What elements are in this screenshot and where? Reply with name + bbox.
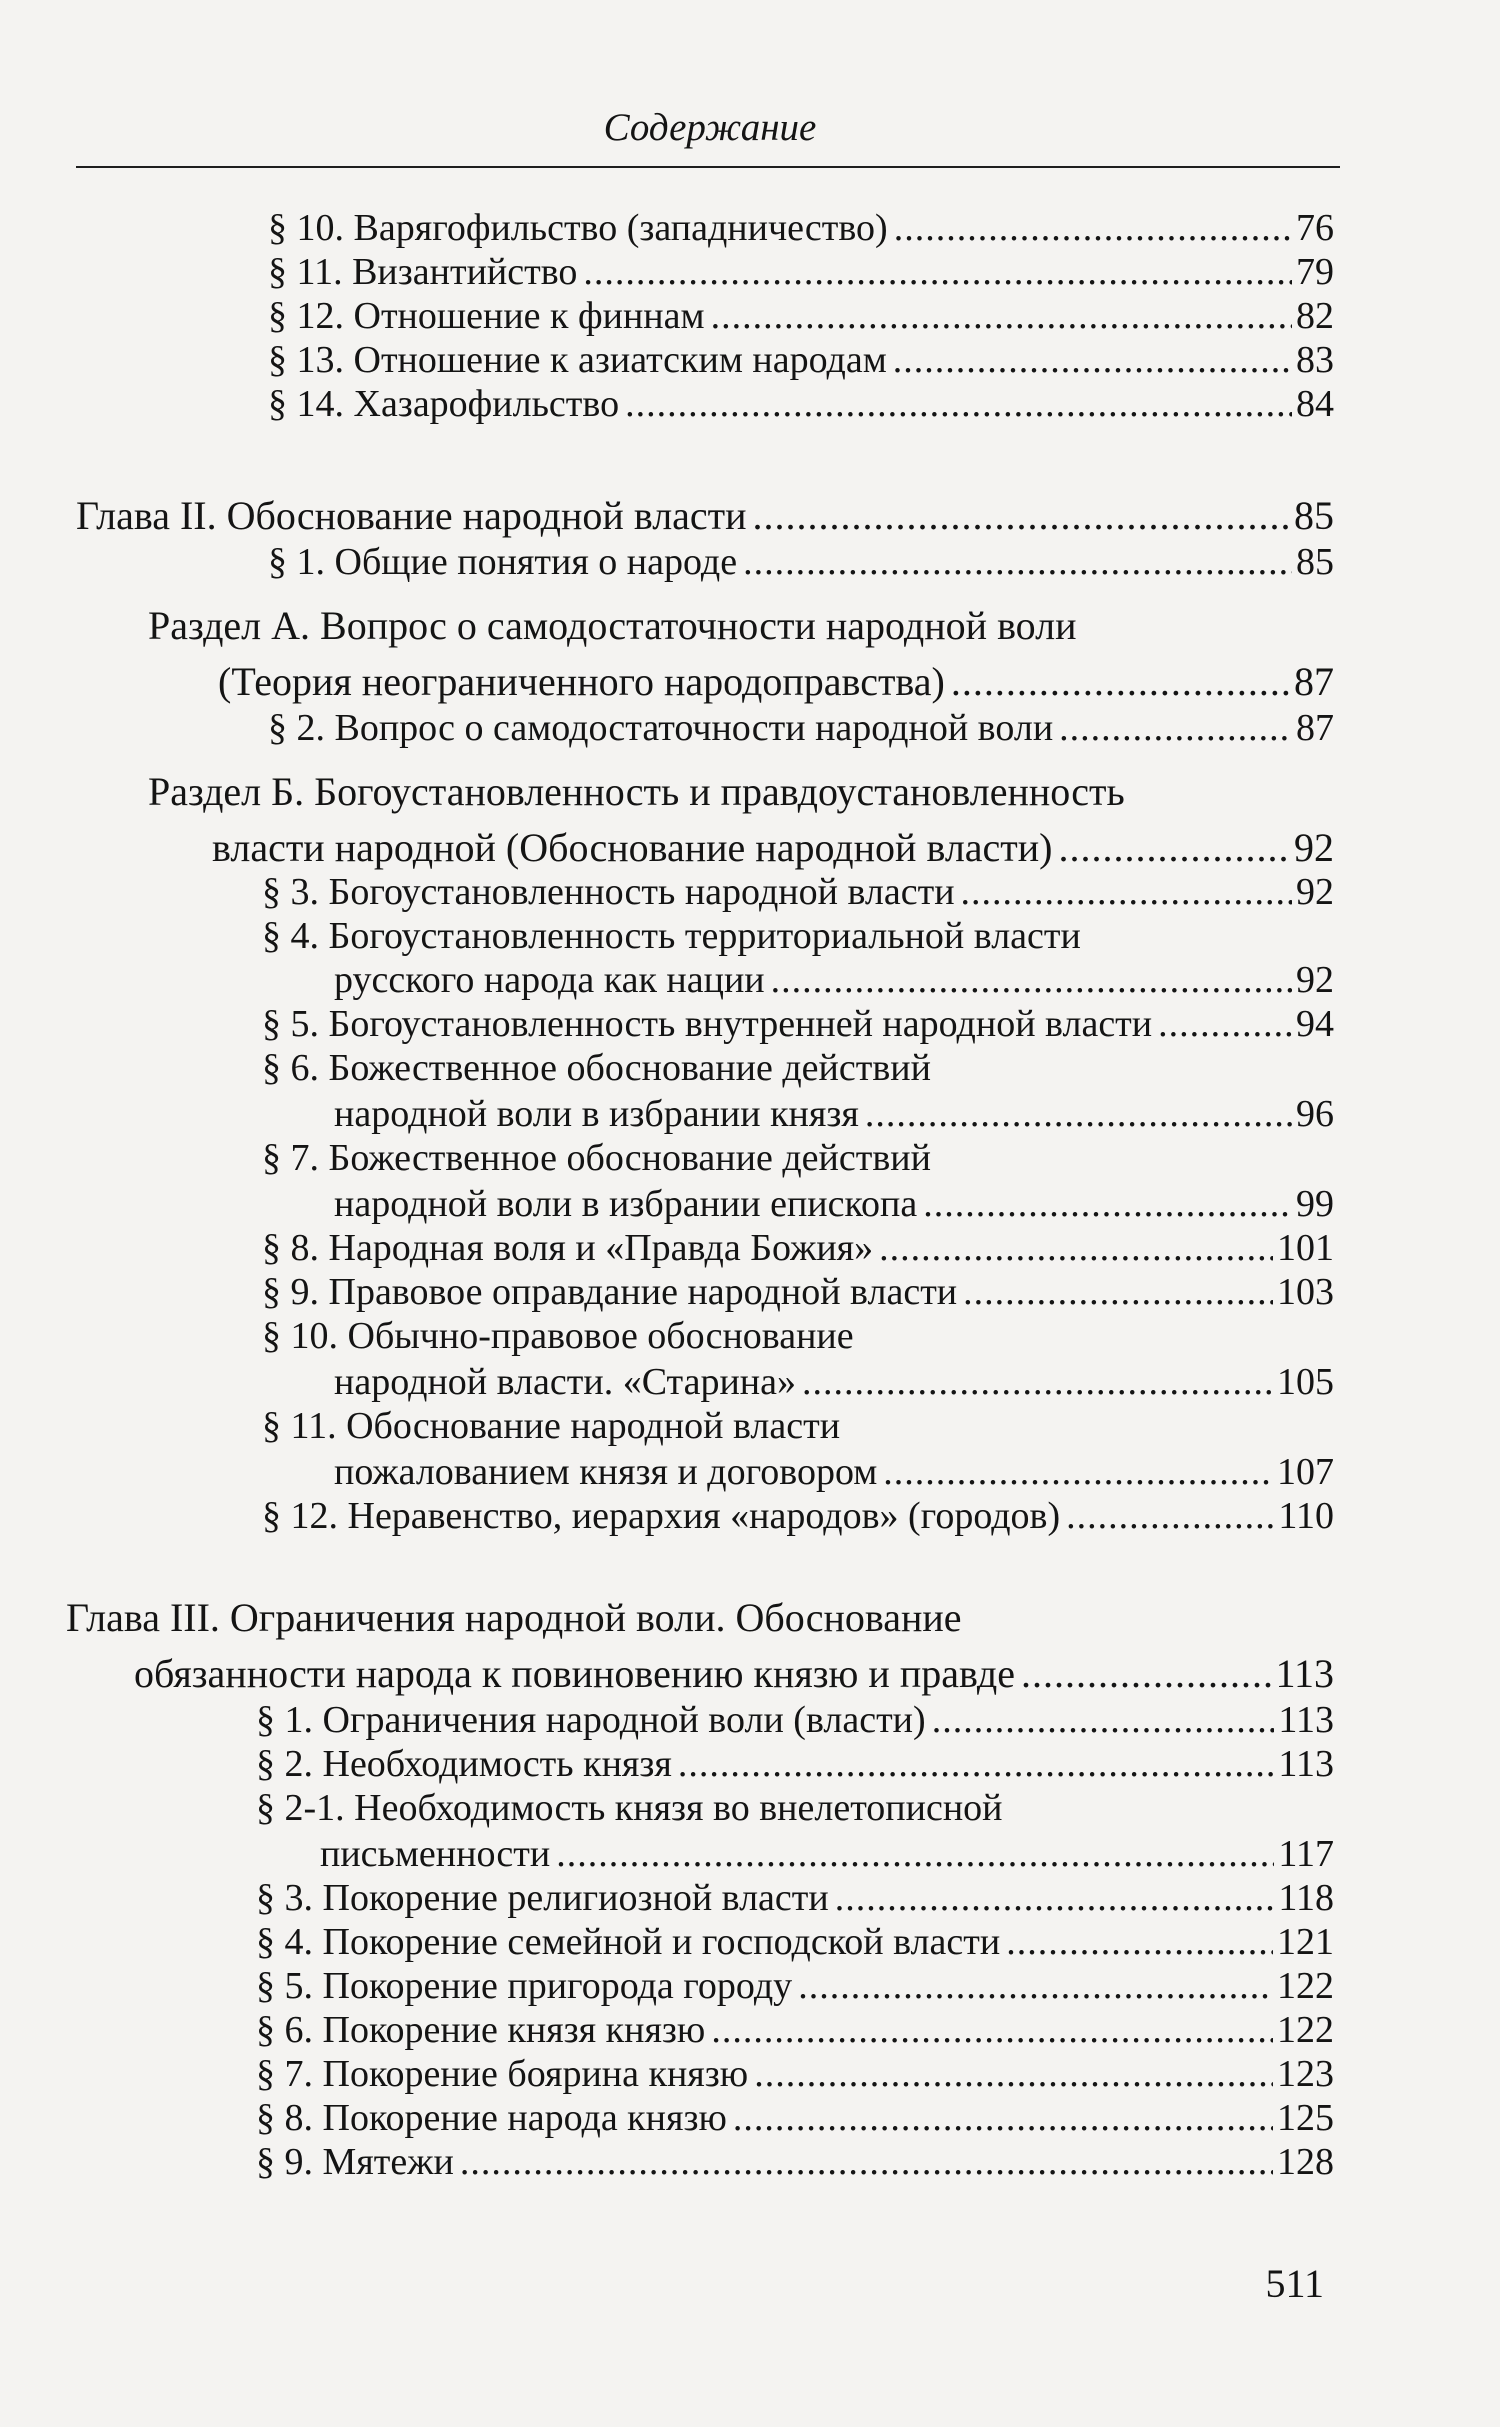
toc-entry-title: § 7. Покорение боярина князю [256, 2053, 749, 2095]
toc-entry-title: § 1. Общие понятия о народе [268, 541, 738, 583]
toc-entry-page: 128 [1277, 2141, 1334, 2183]
toc-entry[interactable] [256, 2096, 1334, 2140]
toc-entry[interactable] [334, 958, 1334, 1002]
leader-dots [1066, 1494, 1274, 1538]
toc-entry-title-line1: § 7. Божественное обоснование действий [262, 1137, 931, 1179]
leader-dots [961, 870, 1292, 914]
toc-entry[interactable] [268, 382, 1334, 426]
toc-entry-page: 99 [1296, 1183, 1334, 1225]
toc-entry-title: народной воли в избрании епископа [334, 1183, 918, 1225]
toc-entry-page: 118 [1278, 1877, 1334, 1919]
toc-entry-title: § 2. Вопрос о самодостаточности народной воли [268, 707, 1054, 749]
toc-entry-title: § 3. Покорение религиозной власти [256, 1877, 829, 1919]
leader-dots [1059, 706, 1292, 750]
toc-entry[interactable] [256, 2140, 1334, 2184]
toc-entry-page: 122 [1277, 1965, 1334, 2007]
toc-entry-page: 121 [1277, 1921, 1334, 1963]
leader-dots [754, 2052, 1273, 2096]
leader-dots [711, 2008, 1273, 2052]
toc-entry[interactable] [268, 250, 1334, 294]
toc-entry-title: пожалованием князя и договором [334, 1451, 878, 1493]
leader-dots [883, 1450, 1273, 1494]
toc-entry-page: 105 [1277, 1361, 1334, 1403]
toc-entry-title: § 10. Варягофильство (западничество) [268, 207, 888, 249]
toc-entry[interactable] [334, 1092, 1334, 1136]
toc-entry-title: русского народа как нации [334, 959, 765, 1001]
toc-entry-page: 96 [1296, 1093, 1334, 1135]
toc-entry[interactable] [334, 1450, 1334, 1494]
toc-entry[interactable] [268, 338, 1334, 382]
leader-dots [802, 1360, 1273, 1404]
toc-section-title: Раздел А. Вопрос о самодостаточности народной воли [148, 603, 1077, 648]
toc-entry-title-line1: § 6. Божественное обоснование действий [262, 1047, 931, 1089]
toc-entry-page: 79 [1296, 251, 1334, 293]
toc-entry-title: народной воли в избрании князя [334, 1093, 859, 1135]
toc-entry-page: 85 [1294, 493, 1334, 538]
toc-entry-page: 87 [1296, 707, 1334, 749]
leader-dots [1158, 1002, 1292, 1046]
toc-entry-title: § 6. Покорение князя князю [256, 2009, 706, 2051]
toc-section[interactable] [218, 660, 1334, 704]
toc-entry-page: 125 [1277, 2097, 1334, 2139]
toc-entry-page: 84 [1296, 383, 1334, 425]
toc-entry-page: 85 [1296, 541, 1334, 583]
toc-entry-page: 94 [1296, 1003, 1334, 1045]
leader-dots [963, 1270, 1273, 1314]
toc-entry-title: § 12. Отношение к финнам [268, 295, 705, 337]
toc-entry-title: § 14. Хазарофильство [268, 383, 620, 425]
toc-entry-title: § 3. Богоустановленность народной власти [262, 871, 955, 913]
toc-entry-title: § 11. Византийство [268, 251, 578, 293]
leader-dots [923, 1182, 1292, 1226]
toc-entry-page: 110 [1278, 1495, 1334, 1537]
toc-entry-page: 122 [1277, 2009, 1334, 2051]
toc-entry-page: 76 [1296, 207, 1334, 249]
toc-entry-page: 117 [1278, 1833, 1334, 1875]
toc-entry-page: 107 [1277, 1451, 1334, 1493]
toc-entry-title: § 9. Правовое оправдание народной власти [262, 1271, 958, 1313]
leader-dots [733, 2096, 1273, 2140]
toc-entry-title: § 5. Богоустановленность внутренней народной власти [262, 1003, 1153, 1045]
toc-entry[interactable] [268, 540, 1334, 584]
toc-entry-title: народной власти. «Старина» [334, 1361, 797, 1403]
toc-entry-page: 103 [1277, 1271, 1334, 1313]
toc-entry[interactable] [262, 1494, 1334, 1538]
toc-entry-page: 113 [1278, 1743, 1334, 1785]
toc-entry-title: (Теория неограниченного народоправства) [218, 659, 945, 704]
toc-entry[interactable] [256, 1742, 1334, 1786]
toc-entry[interactable] [256, 1876, 1334, 1920]
leader-dots [583, 250, 1292, 294]
toc-chapter-title: Глава III. Ограничения народной воли. Обоснование [66, 1595, 962, 1640]
toc-entry-title-line1: § 10. Обычно-правовое обоснование [262, 1315, 854, 1357]
leader-dots [879, 1226, 1273, 1270]
toc-entry-title: обязанности народа к повиновению князю и правде [134, 1651, 1015, 1696]
leader-dots [1006, 1920, 1273, 1964]
toc-chapter[interactable] [76, 494, 1334, 538]
toc-entry-page: 87 [1294, 659, 1334, 704]
leader-dots [771, 958, 1292, 1002]
toc-entry[interactable] [268, 206, 1334, 250]
leader-dots [932, 1698, 1275, 1742]
toc-entry-title: § 13. Отношение к азиатским народам [268, 339, 887, 381]
leader-dots [894, 206, 1292, 250]
toc-section[interactable] [212, 826, 1334, 870]
toc-entry[interactable] [268, 706, 1334, 750]
toc-entry-title: § 1. Ограничения народной воли (власти) [256, 1699, 926, 1741]
toc-section-title: Раздел Б. Богоустановленность и правдоустановленность [148, 769, 1125, 814]
toc-entry[interactable] [256, 1920, 1334, 1964]
page-number: 511 [1265, 2261, 1324, 2306]
leader-dots [798, 1964, 1273, 2008]
toc-entry[interactable] [334, 1182, 1334, 1226]
toc-entry-title: письменности [320, 1833, 551, 1875]
toc-entry[interactable] [262, 1002, 1334, 1046]
toc-entry-title: § 9. Мятежи [256, 2141, 454, 2183]
leader-dots [556, 1832, 1274, 1876]
leader-dots [743, 540, 1292, 584]
toc-entry-page: 92 [1296, 959, 1334, 1001]
toc-entry-page: 113 [1278, 1699, 1334, 1741]
leader-dots [753, 494, 1290, 538]
toc-entry-page: 123 [1277, 2053, 1334, 2095]
toc-entry-title-line1: § 2-1. Необходимость князя во внелетописной [256, 1787, 1003, 1829]
toc-entry[interactable] [262, 1226, 1334, 1270]
leader-dots [951, 660, 1290, 704]
leader-dots [1021, 1652, 1271, 1696]
toc-entry-page: 101 [1277, 1227, 1334, 1269]
toc-entry[interactable] [256, 2008, 1334, 2052]
leader-dots [893, 338, 1292, 382]
toc-entry-page: 92 [1296, 871, 1334, 913]
leader-dots [460, 2140, 1273, 2184]
leader-dots [835, 1876, 1275, 1920]
toc-entry[interactable] [320, 1832, 1334, 1876]
toc-entry-page: 82 [1296, 295, 1334, 337]
toc-entry-title: Глава II. Обоснование народной власти [76, 493, 747, 538]
toc-entry-title: § 12. Неравенство, иерархия «народов» (городов) [262, 1495, 1061, 1537]
toc-entry-title: § 8. Народная воля и «Правда Божия» [262, 1227, 874, 1269]
toc-entry-title: § 8. Покорение народа князю [256, 2097, 727, 2139]
toc-entry-title: § 2. Необходимость князя [256, 1743, 672, 1785]
toc-entry-title: § 4. Покорение семейной и господской власти [256, 1921, 1001, 1963]
leader-dots [625, 382, 1292, 426]
toc-entry-title-line1: § 11. Обоснование народной власти [262, 1405, 841, 1447]
leader-dots [1059, 826, 1291, 870]
leader-dots [711, 294, 1292, 338]
toc-entry-page: 83 [1296, 339, 1334, 381]
running-header-title: Содержание [603, 106, 817, 149]
toc-entry-page: 92 [1294, 825, 1334, 870]
leader-dots [865, 1092, 1292, 1136]
toc-entry-page: 113 [1275, 1651, 1334, 1696]
toc-entry[interactable] [256, 1698, 1334, 1742]
toc-entry-title: власти народной (Обоснование народной власти) [212, 825, 1053, 870]
toc-entry[interactable] [334, 1360, 1334, 1404]
toc-entry[interactable] [256, 2052, 1334, 2096]
toc-entry[interactable] [262, 1270, 1334, 1314]
toc-entry[interactable] [256, 1964, 1334, 2008]
leader-dots [678, 1742, 1275, 1786]
toc-entry[interactable] [268, 294, 1334, 338]
toc-chapter[interactable] [134, 1652, 1334, 1696]
toc-entry-title-line1: § 4. Богоустановленность территориальной власти [262, 915, 1081, 957]
toc-entry[interactable] [262, 870, 1334, 914]
toc-entry-title: § 5. Покорение пригорода городу [256, 1965, 793, 2007]
